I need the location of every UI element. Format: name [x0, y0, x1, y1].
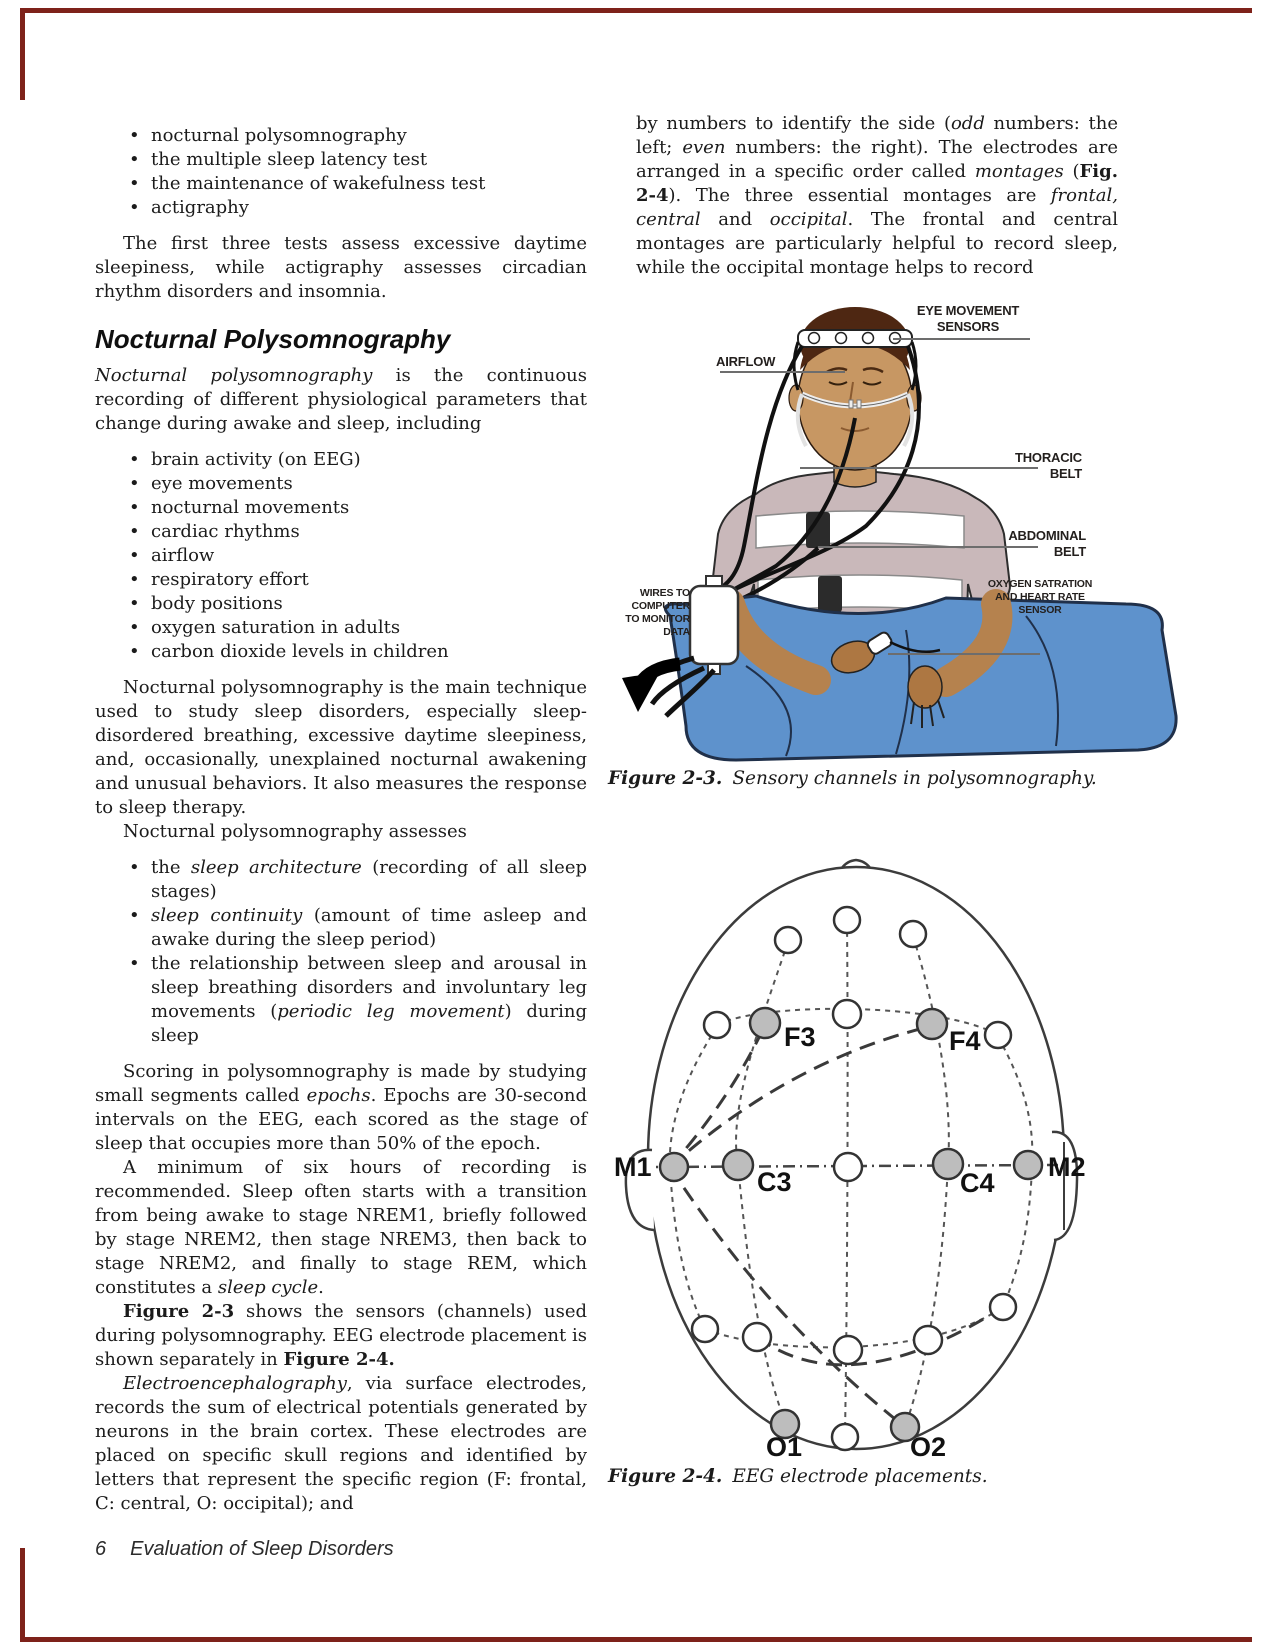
paragraph: A minimum of six hours of recording is recommended. Sleep often starts with a transition from being awake to stage NREM1, briefly followed by stage NREM2, then stage NREM3, then back to stage NREM2, and finally to stage REM, which constitutes a sleep cycle.: [95, 1157, 587, 1298]
electrode-cz: [834, 1153, 862, 1181]
thoracic-belt-label: THORACIC BELT: [1014, 450, 1082, 481]
list-item: • the sleep architecture (recording of all sleep stages): [95, 856, 587, 904]
list-item: • airflow: [95, 544, 587, 568]
electrode-c4: [933, 1149, 963, 1179]
parameter-list: [95, 448, 587, 664]
label-o1: O1: [766, 1432, 803, 1462]
paragraph: Nocturnal polysomnography is the continuous recording of different physiological parameters that change during awake and sleep, including: [95, 365, 587, 434]
wires-to-computer-label: WIRES TO COMPUTER TO MONITOR DATA: [625, 587, 690, 638]
label-m1: M1: [614, 1152, 652, 1182]
right-text-column: [636, 112, 1118, 280]
patient-illustration: [606, 286, 1206, 768]
list-item: • respiratory effort: [95, 568, 587, 592]
list-item: • oxygen saturation in adults: [95, 616, 587, 640]
page-frame-top-left-stub: [20, 8, 25, 100]
electrode-f7: [704, 1012, 730, 1038]
list-item: • body positions: [95, 592, 587, 616]
figure-2-3-caption: Figure 2-3. Sensory channels in polysomnography.: [608, 768, 1097, 789]
headband-electrode: [836, 333, 847, 344]
label-f4: F4: [949, 1026, 981, 1056]
recording-device: [690, 576, 738, 674]
figure-2-4-eeg-electrode-diagram: [600, 850, 1115, 1462]
page-frame-bottom-rule: [20, 1637, 1252, 1642]
paragraph: Electroencephalography, via surface electrodes, records the sum of electrical potentials generated by neurons in the brain cortex. These electrodes are placed on specific skull regions and identified by letters that represent the specific region (F: frontal, C: central, O: occipital); and: [95, 1373, 587, 1514]
test-list: [95, 124, 587, 220]
electrode-f8: [985, 1022, 1011, 1048]
list-item: • nocturnal polysomnography: [95, 124, 587, 148]
right-hand: [908, 666, 942, 708]
list-item: • brain activity (on EEG): [95, 448, 587, 472]
cannula-prong: [849, 400, 853, 408]
list-item: • eye movements: [95, 472, 587, 496]
airflow-label: AIRFLOW: [716, 354, 776, 369]
electrode-m1: [660, 1153, 688, 1181]
electrode-m2: [1014, 1151, 1042, 1179]
headband-electrode: [809, 333, 820, 344]
electrode-t6: [990, 1294, 1016, 1320]
assessment-list: [95, 856, 587, 1048]
paragraph: The first three tests assess excessive daytime sleepiness, while actigraphy assesses circadian rhythm disorders and insomnia.: [95, 233, 587, 302]
figure-2-4-caption: Figure 2-4. EEG electrode placements.: [608, 1466, 988, 1487]
paragraph: Scoring in polysomnography is made by studying small segments called epochs. Epochs are 30-second intervals on the EEG, each scored as the stage of sleep that occupies more than 50% of the epoch.: [95, 1061, 587, 1154]
figure-2-3-polysomnography-illustration: [606, 286, 1206, 768]
left-text-column: [95, 112, 587, 1516]
page-footer: [95, 1538, 394, 1561]
electrode-f4: [917, 1009, 947, 1039]
electrode-fz: [833, 1000, 861, 1028]
electrode-p4: [914, 1326, 942, 1354]
abdominal-sensor: [818, 576, 842, 612]
paragraph: by numbers to identify the side (odd numbers: the left; even numbers: the right). The electrodes are arranged in a specific order called montages (Fig. 2-4). The three essential montages are frontal, central and occipital. The frontal and central montages are particularly helpful to record sleep, while the occipital montage helps to record: [636, 113, 1118, 278]
section-heading: Nocturnal Polysomnography: [95, 324, 451, 354]
eye-movement-sensors-label: EYE MOVEMENT SENSORS: [916, 303, 1020, 334]
electrode-pz: [834, 1336, 862, 1364]
electrode-p3: [743, 1323, 771, 1351]
electrode-fpz: [834, 907, 860, 933]
list-item: • cardiac rhythms: [95, 520, 587, 544]
electrode-c3: [723, 1150, 753, 1180]
abdominal-belt-label: ABDOMINAL BELT: [1008, 528, 1086, 559]
paragraph: Nocturnal polysomnography assesses: [123, 821, 467, 842]
electrode-fp2: [900, 921, 926, 947]
paragraph: Figure 2-3 shows the sensors (channels) used during polysomnography. EEG electrode placement is shown separately in Figure 2-4.: [95, 1301, 587, 1370]
electrode-t5: [692, 1316, 718, 1342]
cannula-prong: [857, 400, 861, 408]
electrode-fp1: [775, 927, 801, 953]
label-o2: O2: [910, 1432, 947, 1462]
running-title: Evaluation of Sleep Disorders: [130, 1538, 394, 1560]
page-frame-top-rule: [20, 8, 1252, 13]
list-item: • nocturnal movements: [95, 496, 587, 520]
list-item: • the maintenance of wakefulness test: [95, 172, 587, 196]
electrode-f3: [750, 1008, 780, 1038]
label-m2: M2: [1048, 1152, 1086, 1182]
headband-electrode: [863, 333, 874, 344]
paragraph: Nocturnal polysomnography is the main technique used to study sleep disorders, especially sleep-disordered breathing, excessive daytime sleepiness, and, occasionally, unexplained nocturnal awakening and unusual behaviors. It also measures the response to sleep therapy.: [95, 677, 587, 818]
electrode-oz: [832, 1424, 858, 1450]
list-item: • actigraphy: [95, 196, 587, 220]
list-item: • the relationship between sleep and arousal in sleep breathing disorders and involuntary leg movements (periodic leg movement) during sleep: [95, 952, 587, 1048]
page-frame-bottom-left-stub: [20, 1548, 25, 1640]
list-item: • sleep continuity (amount of time asleep and awake during the sleep period): [95, 904, 587, 952]
list-item: • the multiple sleep latency test: [95, 148, 587, 172]
label-c3: C3: [757, 1167, 792, 1197]
label-c4: C4: [960, 1168, 995, 1198]
eeg-head-diagram: [600, 850, 1115, 1462]
page-number: 6: [95, 1538, 107, 1560]
label-f3: F3: [784, 1022, 816, 1052]
list-item: • carbon dioxide levels in children: [95, 640, 587, 664]
oxygen-sensor-label: OXYGEN SATRATION AND HEART RATE SENSOR: [987, 578, 1093, 616]
